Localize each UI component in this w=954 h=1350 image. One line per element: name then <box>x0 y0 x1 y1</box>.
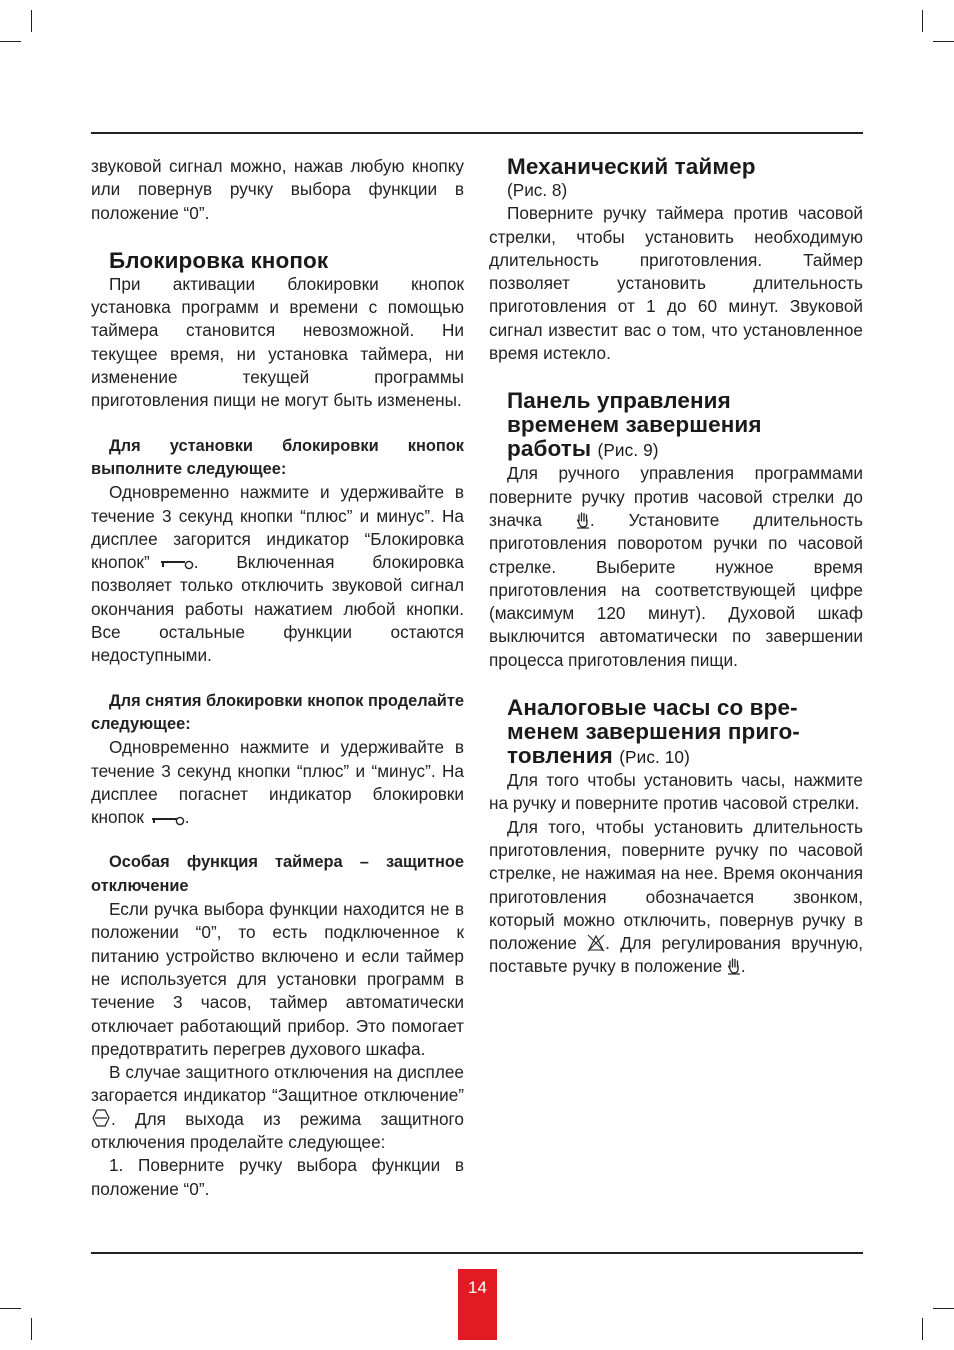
intro-paragraph: звуковой сигнал можно, нажав любую кнопку или повернув ручку выбора функции в положение “0”. <box>91 156 464 223</box>
clock-body-2: Для того, чтобы установить длительность приготовления, поверните ручку по часовой стрелке, не нажимая на нее. Время окончания приготовления обозначается звонком, который можно отключить, повернув ручку в положение . Для регулирования вручную, поставьте ручку в положение . <box>489 816 863 977</box>
crop-mark <box>0 41 21 42</box>
lock-title: Блокировка кнопок <box>109 247 329 273</box>
crop-mark <box>933 41 954 42</box>
mech-fig: (Рис. 8) <box>507 180 568 200</box>
page-number: 14 <box>458 1269 497 1340</box>
clock-body-1: Для того чтобы установить часы, нажмите на ручку и поверните против часовой стрелки. <box>489 770 863 814</box>
safety-step-1: 1. Поверните ручку выбора функции в положение “0”. <box>91 1155 464 1199</box>
mech-title: Механический таймер <box>507 154 756 179</box>
crop-mark <box>0 1308 21 1309</box>
safety-heading: Особая функция таймера – защитное отключение <box>91 853 464 895</box>
mech-body: Поверните ручку таймера против часовой стрелки, чтобы установить необходимую длительность приготовления. Таймер позволяет установить длительность приготовления от 1 до 60 минут. Звуковой сигнал известит вас о том, что установленное время истекло. <box>489 203 863 364</box>
crop-mark <box>933 1308 954 1309</box>
lock-unset-body: Одновременно нажмите и удерживайте в течение 3 секунд кнопки “плюс” и “минус”. На дисплее погаснет индикатор блокировки кнопок . <box>91 737 464 828</box>
panel-body: Для ручного управления программами поверните ручку против часовой стрелки до значка . Установите длительность приготовления поворотом ручки по часовой стрелке. Выберите нужное время приготовления на соответствующей цифре (максимум 120 минут). Духовой шкаф выключится автоматически по завершении процесса приготовления пищи. <box>489 463 863 670</box>
panel-title: Панель управления временем завершения работы (Рис. 9) <box>507 388 762 462</box>
crop-mark <box>31 1318 32 1340</box>
safety-shutdown-icon <box>91 1108 111 1128</box>
top-rule <box>91 132 863 134</box>
safety-body-2: В случае защитного отключения на дисплее загорается индикатор “Защитное отключение”. Для выхода из режима защитного отключения проделайте следующее: <box>91 1062 464 1152</box>
clock-title: Аналоговые часы со вре- менем завершения приго- товления (Рис. 10) <box>507 695 800 769</box>
crop-mark <box>922 10 923 32</box>
lock-set-body: Одновременно нажмите и удерживайте в течение 3 секунд кнопки “плюс” и минус”. На дисплее загорится индикатор “Блокировка кнопок” . Включенная блокировка позволяет только отключить звуковой сигнал окончания работы нажатием любой кнопки. Все остальные функции остаются недоступными. <box>91 482 464 666</box>
key-lock-icon <box>160 559 194 571</box>
crop-mark <box>922 1318 923 1340</box>
safety-body-1: Если ручка выбора функции находится не в положении “0”, то есть подключенное к питанию устройство включено и если таймер не используется для установки программ в течение 3 часов, таймер автоматически отключает работающий прибор. Это помогает предотвратить перегрев духового шкафа. <box>91 899 464 1059</box>
bottom-rule <box>91 1252 863 1254</box>
key-lock-icon <box>149 814 185 826</box>
bell-off-icon <box>587 934 605 952</box>
hand-icon <box>576 511 590 529</box>
hand-icon <box>727 957 741 975</box>
right-column <box>489 155 863 979</box>
lock-unset-heading: Для снятия блокировки кнопок проделайте следующее: <box>91 691 464 733</box>
lock-body: При активации блокировки кнопок установка программ и времени с помощью таймера становится невозможной. Ни текущее время, ни установка таймера, ни изменение текущей программы приготовления пищи не могут быть изменены. <box>91 273 464 411</box>
lock-set-heading: Для установки блокировки кнопок выполните следующее: <box>91 436 464 478</box>
left-column <box>91 155 464 1201</box>
crop-mark <box>31 10 32 32</box>
